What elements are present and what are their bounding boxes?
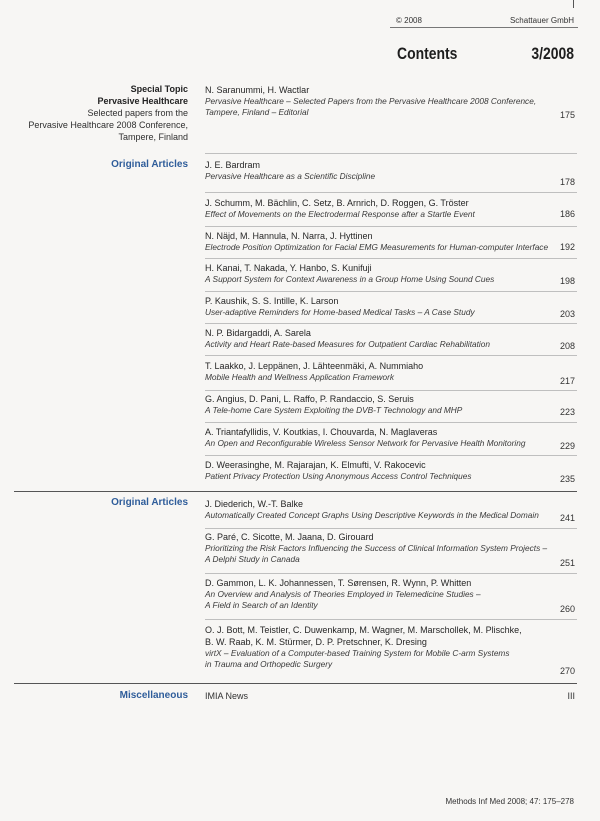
toc-entry[interactable] — [205, 197, 575, 220]
entry-title: Automatically Created Concept Graphs Using Descriptive Keywords in the Medical Domain — [205, 510, 539, 520]
entry-divider — [205, 455, 577, 456]
entry-page: 208 — [559, 341, 575, 351]
journal-citation: Methods Inf Med 2008; 47: 175–278 — [445, 797, 574, 806]
publisher: Schattauer GmbH — [509, 16, 574, 25]
entry-authors: T. Laakko, J. Leppänen, J. Lähteenmäki, A. Nummiaho — [205, 361, 424, 371]
section-rule — [14, 683, 577, 684]
section-miscellaneous: Miscellaneous — [119, 690, 188, 701]
section-rule — [14, 491, 577, 492]
toc-entry[interactable] — [205, 327, 575, 350]
entry-page: 217 — [559, 376, 575, 386]
copyright: © 2008 — [396, 16, 422, 25]
special-topic-name: Pervasive Healthcare — [97, 96, 188, 106]
entry-page: 198 — [559, 276, 575, 286]
entry-divider — [205, 390, 577, 391]
toc-entry[interactable] — [205, 360, 575, 386]
toc-entry[interactable] — [205, 262, 575, 285]
entry-page: 192 — [559, 242, 575, 252]
entry-title-cont: A Delphi Study in Canada — [205, 554, 300, 564]
entry-authors: N. Näjd, M. Hannula, N. Narra, J. Hyttinen — [205, 231, 373, 241]
entry-authors-cont: B. W. Raab, K. M. Stürmer, D. P. Pretschner, K. Dresing — [205, 637, 427, 647]
special-topic-desc-1: Selected papers from the — [87, 108, 188, 118]
entry-page: 178 — [559, 177, 575, 187]
entry-authors: G. Paré, C. Sicotte, M. Jaana, D. Girouard — [205, 532, 374, 542]
entry-title: Effect of Movements on the Electrodermal Response after a Startle Event — [205, 209, 475, 219]
entry-page: 203 — [559, 309, 575, 319]
entry-page: 229 — [559, 441, 575, 451]
entry-title: Prioritizing the Risk Factors Influencing the Success of Clinical Information System Projects – — [205, 543, 548, 553]
entry-divider — [205, 258, 577, 259]
entry-authors: P. Kaushik, S. S. Intille, K. Larson — [205, 296, 339, 306]
special-topic-desc-2: Pervasive Healthcare 2008 Conference, — [28, 120, 188, 130]
misc-entry[interactable]: IMIA News — [205, 691, 249, 701]
toc-entry[interactable] — [205, 498, 575, 521]
entry-authors: O. J. Bott, M. Teistler, C. Duwenkamp, M. Wagner, M. Marschollek, M. Plischke, — [205, 625, 522, 635]
entry-title: Patient Privacy Protection Using Anonymous Access Control Techniques — [205, 471, 472, 481]
entry-divider — [205, 226, 577, 227]
entry-title: Pervasive Healthcare as a Scientific Discipline — [205, 171, 376, 181]
entry-title: virtX – Evaluation of a Computer-based Training System for Mobile C-arm Systems — [205, 648, 510, 658]
entry-divider — [205, 422, 577, 423]
entry-title-cont: Tampere, Finland – Editorial — [205, 107, 309, 117]
entry-title: Mobile Health and Wellness Application Framework — [205, 372, 395, 382]
entry-title: User-adaptive Reminders for Home-based Medical Tasks – A Case Study — [205, 307, 475, 317]
entry-divider — [205, 573, 577, 574]
entry-authors: J. E. Bardram — [205, 160, 261, 170]
entry-title: An Open and Reconfigurable Wireless Sensor Network for Pervasive Health Monitoring — [205, 438, 526, 448]
entry-page: 251 — [559, 558, 575, 568]
entry-authors: N. P. Bidargaddi, A. Sarela — [205, 328, 311, 338]
header-rule — [390, 27, 578, 28]
toc-entry[interactable] — [205, 295, 575, 318]
toc-entry[interactable] — [205, 531, 575, 568]
special-topic-label — [28, 83, 188, 143]
toc-entry[interactable] — [205, 159, 575, 187]
entry-title-cont: in Trauma and Orthopedic Surgery — [205, 659, 333, 669]
entry-page: 175 — [559, 110, 575, 120]
entry-authors: J. Schumm, M. Bächlin, C. Setz, B. Arnrich, D. Roggen, G. Tröster — [205, 198, 469, 208]
entry-divider — [205, 153, 577, 154]
entry-title-cont: A Field in Search of an Identity — [205, 600, 318, 610]
issue-number: 3/2008 — [531, 44, 574, 63]
toc-entry[interactable] — [205, 393, 575, 416]
entry-authors: D. Gammon, L. K. Johannessen, T. Sørensen, R. Wynn, P. Whitten — [205, 578, 472, 588]
toc-entry[interactable] — [205, 230, 575, 253]
entry-divider — [205, 192, 577, 193]
entry-authors: G. Angius, D. Pani, L. Raffo, P. Randaccio, S. Seruis — [205, 394, 414, 404]
toc-entry[interactable] — [205, 84, 575, 118]
entry-title: Electrode Position Optimization for Facial EMG Measurements for Human-computer Interface — [205, 242, 549, 252]
entry-authors: J. Diederich, W.-T. Balke — [205, 499, 304, 509]
section-original-articles-2: Original Articles — [111, 497, 188, 508]
entry-title: A Tele-home Care System Exploiting the DVB-T Technology and MHP — [205, 405, 463, 415]
entry-page: 186 — [559, 209, 575, 219]
entry-title: An Overview and Analysis of Theories Employed in Telemedicine Studies – — [205, 589, 481, 599]
entry-title: Pervasive Healthcare – Selected Papers from the Pervasive Healthcare 2008 Conference, — [205, 96, 537, 106]
toc-entry[interactable] — [205, 577, 575, 614]
entry-divider — [205, 528, 577, 529]
toc-entry[interactable] — [205, 624, 575, 676]
entry-authors: N. Saranummi, H. Wactlar — [205, 85, 310, 95]
page-title: Contents — [397, 44, 458, 63]
entry-page: 241 — [559, 513, 575, 523]
entry-page: 260 — [559, 604, 575, 614]
entry-title: Activity and Heart Rate-based Measures for Outpatient Cardiac Rehabilitation — [205, 339, 491, 349]
entry-divider — [205, 355, 577, 356]
entry-page: 223 — [559, 407, 575, 417]
special-topic-heading: Special Topic — [130, 84, 188, 94]
entry-authors: H. Kanai, T. Nakada, Y. Hanbo, S. Kunifuji — [205, 263, 372, 273]
crop-mark — [573, 0, 574, 8]
toc-entry[interactable] — [205, 426, 575, 449]
entry-divider — [205, 619, 577, 620]
special-topic-desc-3: Tampere, Finland — [118, 132, 188, 142]
entry-page: 270 — [559, 666, 575, 676]
entry-title: A Support System for Context Awareness in a Group Home Using Sound Cues — [205, 274, 495, 284]
entry-authors: D. Weerasinghe, M. Rajarajan, K. Elmufti, V. Rakocevic — [205, 460, 426, 470]
toc-entry[interactable] — [205, 459, 575, 482]
entry-divider — [205, 291, 577, 292]
entry-divider — [205, 323, 577, 324]
entry-page: 235 — [559, 474, 575, 484]
entry-authors: A. Triantafyllidis, V. Koutkias, I. Chouvarda, N. Maglaveras — [205, 427, 438, 437]
misc-page: III — [567, 691, 575, 701]
section-original-articles: Original Articles — [111, 159, 188, 170]
